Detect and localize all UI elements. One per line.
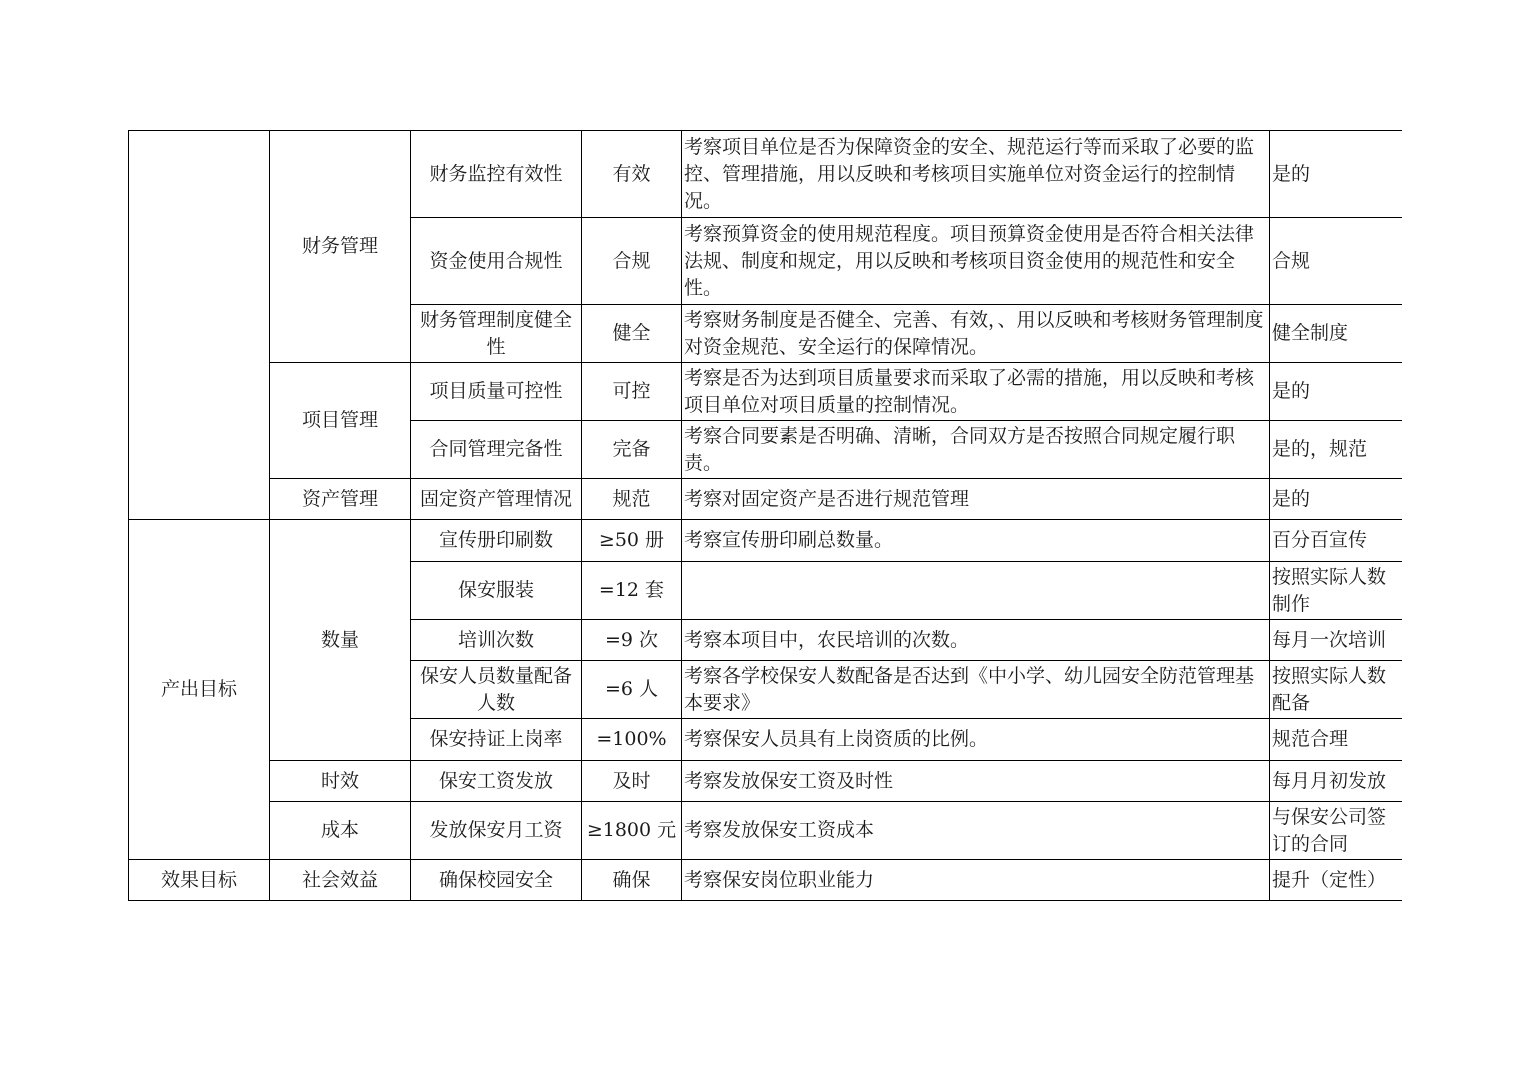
result-cell: 合规 (1270, 218, 1402, 305)
indicator-cell: 合同管理完备性 (411, 421, 582, 479)
level2-cell: 社会效益 (270, 860, 411, 901)
target-cell: 有效 (582, 131, 682, 218)
result-cell: 是的，规范 (1270, 421, 1402, 479)
table-row (129, 363, 1402, 421)
level1-cell (129, 131, 270, 520)
description-cell: 考察是否为达到项目质量要求而采取了必需的措施，用以反映和考核项目单位对项目质量的控制情况。 (682, 363, 1270, 421)
description-cell: 考察宣传册印刷总数量。 (682, 520, 1270, 562)
table-row (129, 131, 1402, 218)
description-cell (682, 562, 1270, 620)
level2-cell: 资产管理 (270, 479, 411, 520)
indicator-cell: 资金使用合规性 (411, 218, 582, 305)
indicator-cell: 财务监控有效性 (411, 131, 582, 218)
target-cell: 完备 (582, 421, 682, 479)
table-row (129, 761, 1402, 802)
table-row (129, 860, 1402, 901)
description-cell: 考察发放保安工资成本 (682, 802, 1270, 860)
result-cell: 规范合理 (1270, 719, 1402, 761)
description-cell: 考察各学校保安人数配备是否达到《中小学、幼儿园安全防范管理基本要求》 (682, 661, 1270, 719)
target-cell: 可控 (582, 363, 682, 421)
target-cell: =6 人 (582, 661, 682, 719)
performance-indicator-table (128, 130, 1402, 901)
indicator-cell: 财务管理制度健全性 (411, 305, 582, 363)
indicator-cell: 固定资产管理情况 (411, 479, 582, 520)
indicator-cell: 培训次数 (411, 620, 582, 661)
result-cell: 每月月初发放 (1270, 761, 1402, 802)
result-cell: 每月一次培训 (1270, 620, 1402, 661)
result-cell: 是的 (1270, 479, 1402, 520)
description-cell: 考察保安岗位职业能力 (682, 860, 1270, 901)
indicator-cell: 宣传册印刷数 (411, 520, 582, 562)
result-cell: 按照实际人数制作 (1270, 562, 1402, 620)
result-cell: 是的 (1270, 131, 1402, 218)
description-cell: 考察预算资金的使用规范程度。项目预算资金使用是否符合相关法律法规、制度和规定，用以反映和考核项目资金使用的规范性和安全性。 (682, 218, 1270, 305)
target-cell: 及时 (582, 761, 682, 802)
indicator-cell: 发放保安月工资 (411, 802, 582, 860)
level2-cell: 财务管理 (270, 131, 411, 363)
indicator-cell: 保安工资发放 (411, 761, 582, 802)
target-cell: =12 套 (582, 562, 682, 620)
indicator-table-sheet (128, 130, 1402, 901)
result-cell: 百分百宣传 (1270, 520, 1402, 562)
indicator-cell: 项目质量可控性 (411, 363, 582, 421)
indicator-cell: 保安人员数量配备人数 (411, 661, 582, 719)
result-cell: 与保安公司签订的合同 (1270, 802, 1402, 860)
target-cell: ≥1800 元 (582, 802, 682, 860)
description-cell: 考察对固定资产是否进行规范管理 (682, 479, 1270, 520)
target-cell: ≥50 册 (582, 520, 682, 562)
target-cell: 健全 (582, 305, 682, 363)
description-cell: 考察财务制度是否健全、完善、有效，、用以反映和考核财务管理制度对资金规范、安全运行的保障情况。 (682, 305, 1270, 363)
level2-cell: 时效 (270, 761, 411, 802)
level2-cell: 数量 (270, 520, 411, 761)
description-cell: 考察项目单位是否为保障资金的安全、规范运行等而采取了必要的监控、管理措施，用以反映和考核项目实施单位对资金运行的控制情况。 (682, 131, 1270, 218)
description-cell: 考察保安人员具有上岗资质的比例。 (682, 719, 1270, 761)
level2-cell: 项目管理 (270, 363, 411, 479)
result-cell: 健全制度 (1270, 305, 1402, 363)
table-row (129, 802, 1402, 860)
target-cell: 确保 (582, 860, 682, 901)
indicator-cell: 保安持证上岗率 (411, 719, 582, 761)
indicator-cell: 确保校园安全 (411, 860, 582, 901)
target-cell: =9 次 (582, 620, 682, 661)
target-cell: 规范 (582, 479, 682, 520)
target-cell: =100% (582, 719, 682, 761)
result-cell: 按照实际人数配备 (1270, 661, 1402, 719)
result-cell: 是的 (1270, 363, 1402, 421)
target-cell: 合规 (582, 218, 682, 305)
description-cell: 考察发放保安工资及时性 (682, 761, 1270, 802)
table-row (129, 520, 1402, 562)
table-row (129, 479, 1402, 520)
level1-cell: 效果目标 (129, 860, 270, 901)
level2-cell: 成本 (270, 802, 411, 860)
description-cell: 考察合同要素是否明确、清晰，合同双方是否按照合同规定履行职责。 (682, 421, 1270, 479)
level1-cell: 产出目标 (129, 520, 270, 860)
result-cell: 提升（定性） (1270, 860, 1402, 901)
indicator-cell: 保安服装 (411, 562, 582, 620)
description-cell: 考察本项目中，农民培训的次数。 (682, 620, 1270, 661)
